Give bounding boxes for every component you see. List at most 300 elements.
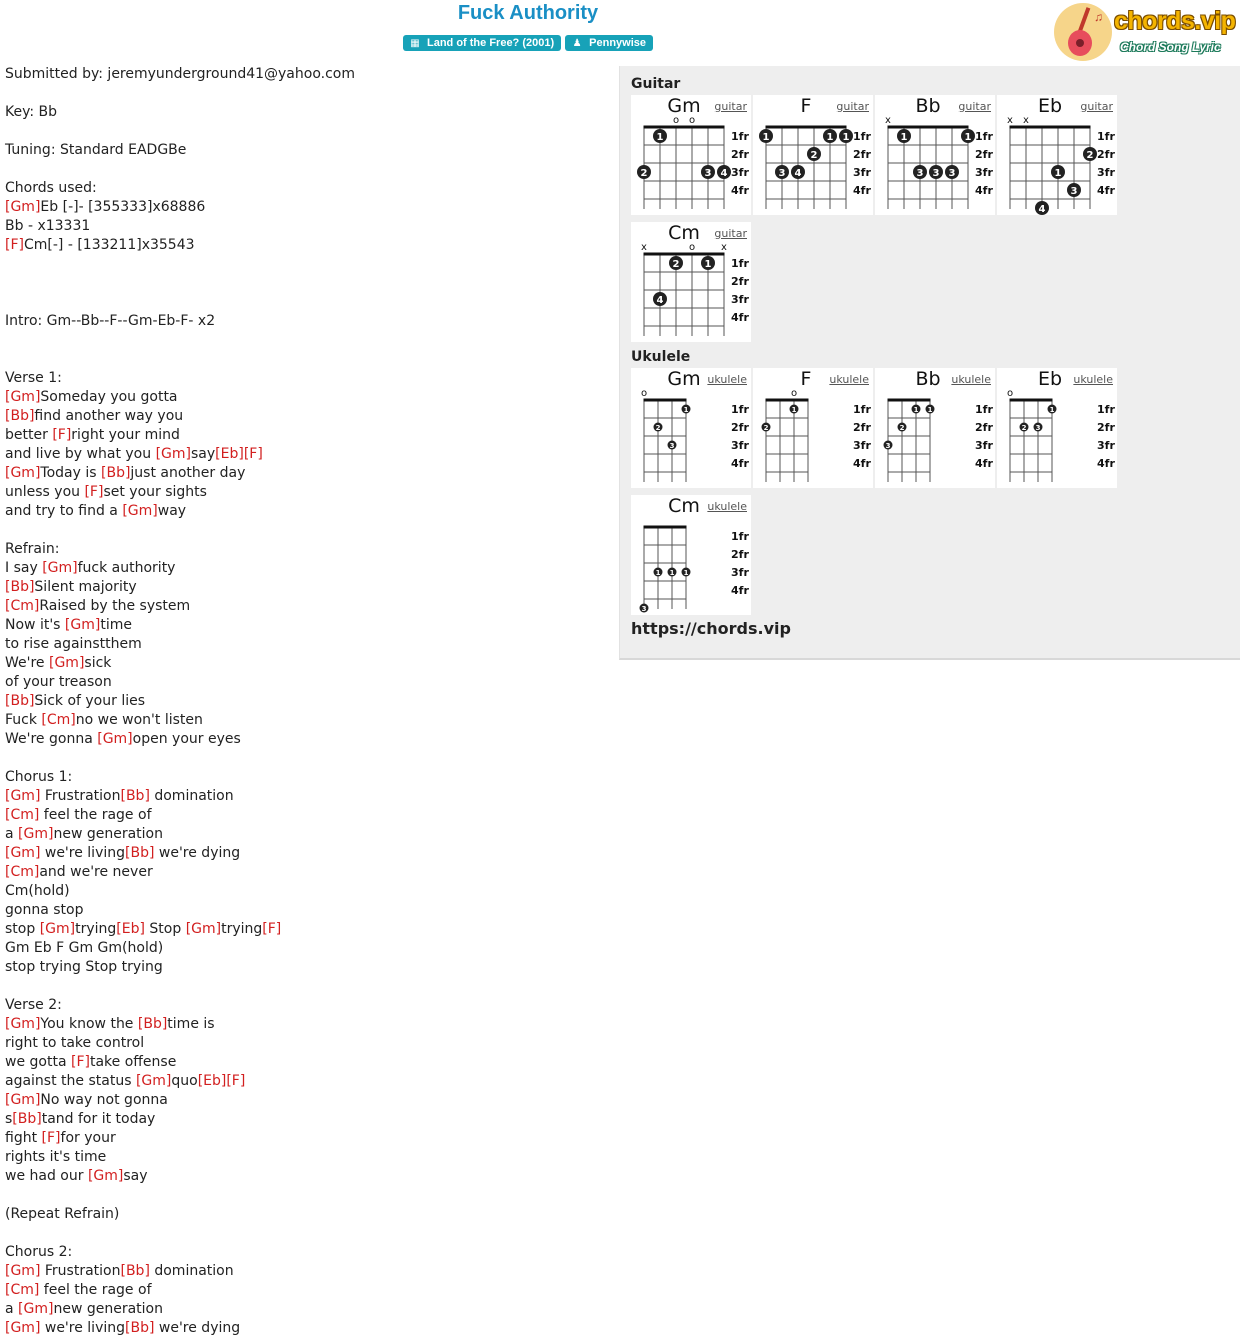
chord-link[interactable]: [Bb] — [125, 1320, 155, 1336]
instrument-link[interactable]: guitar — [714, 227, 747, 240]
fret-label: 2fr — [1097, 148, 1115, 161]
lyric-line — [5, 1110, 605, 1129]
lyric-text: Someday you gotta — [40, 389, 178, 405]
lyric-line — [5, 901, 605, 920]
lyric-text: Fuck — [5, 712, 42, 728]
lyric-text: feel the rage of — [39, 807, 152, 823]
lyric-text: domination — [149, 788, 234, 804]
finger-number: 2 — [640, 168, 648, 179]
lyric-line — [5, 464, 605, 483]
finger-number: 2 — [899, 424, 905, 432]
lyric-line — [5, 1300, 605, 1319]
finger-number: 3 — [669, 442, 675, 450]
lyric-line — [5, 654, 605, 673]
finger-number: 3 — [932, 168, 940, 179]
open-string-mark: o — [640, 388, 648, 399]
chord-link[interactable]: [F] — [262, 921, 282, 937]
chord-link[interactable]: [Gm] — [18, 826, 54, 842]
lyric-line — [5, 198, 605, 217]
lyric-line — [5, 445, 605, 464]
lyric-text: unless you — [5, 484, 85, 500]
lyric-text: we're living — [40, 1320, 126, 1336]
chord-diagram-panel — [619, 66, 1240, 660]
chord-link[interactable]: [Gm] — [87, 1168, 124, 1184]
lyric-line — [5, 274, 605, 293]
finger-number: 1 — [1049, 406, 1055, 414]
instrument-link[interactable]: guitar — [836, 100, 869, 113]
chord-link[interactable]: [Gm] — [5, 1092, 41, 1108]
album-icon: ▦ — [410, 38, 420, 49]
chord-link[interactable]: [Gm] — [5, 389, 41, 405]
lyric-text: Silent majority — [34, 579, 137, 595]
fret-label: 1fr — [731, 130, 749, 143]
finger-number: 3 — [704, 168, 712, 179]
lyric-text: we're dying — [154, 845, 241, 861]
lyric-line — [5, 1205, 605, 1224]
lyric-line — [5, 958, 605, 977]
fret-label: 1fr — [1097, 403, 1115, 416]
user-icon: ♟ — [572, 38, 582, 49]
lyric-line — [5, 977, 605, 996]
lyric-text: and we're never — [39, 864, 153, 880]
finger-number: 1 — [791, 406, 797, 414]
muted-string-mark: x — [641, 242, 647, 253]
chord-link[interactable]: [Gm] — [155, 446, 191, 462]
chord-link[interactable]: [Gm] — [97, 731, 133, 747]
chord-link[interactable]: [F] — [84, 484, 104, 500]
lyric-text: Key: Bb — [5, 104, 58, 120]
lyric-text: Frustration — [40, 788, 121, 804]
chord-diagram-ukulele-gm[interactable] — [631, 368, 751, 488]
lyric-line — [5, 331, 605, 350]
chord-name: Bb — [915, 95, 941, 117]
lyric-text: and live by what you — [5, 446, 156, 462]
lyric-text: Chorus 2: — [5, 1244, 73, 1260]
lyric-line — [5, 673, 605, 692]
chord-link[interactable]: [Gm] — [42, 560, 78, 576]
fretboard-diagram — [997, 368, 1117, 488]
finger-number: 1 — [683, 569, 689, 577]
lyric-line — [5, 1034, 605, 1053]
fret-label: 1fr — [1097, 130, 1115, 143]
chord-link[interactable]: [Gm] — [5, 1263, 41, 1279]
fretboard-diagram — [631, 495, 751, 615]
fret-label: 3fr — [1097, 166, 1115, 179]
lyric-line — [5, 1186, 605, 1205]
chord-diagram-guitar-cm[interactable] — [631, 222, 751, 342]
chord-link[interactable]: [Cm] — [5, 1282, 40, 1298]
fret-label: 3fr — [731, 439, 749, 452]
fret-label: 2fr — [853, 148, 871, 161]
fret-label: 3fr — [853, 439, 871, 452]
lyric-line — [5, 863, 605, 882]
lyric-text: Verse 1: — [5, 370, 62, 386]
finger-number: 1 — [927, 406, 933, 414]
chord-link[interactable]: [Gm] — [64, 617, 101, 633]
instrument-link[interactable]: guitar — [714, 100, 747, 113]
lyric-text: Gm Eb F Gm Gm(hold) — [5, 940, 164, 956]
lyric-line — [5, 635, 605, 654]
lyric-text: no we won't listen — [75, 712, 203, 728]
chord-name: Gm — [667, 368, 701, 390]
lyric-line — [5, 521, 605, 540]
lyric-text: way — [157, 503, 187, 519]
chord-link[interactable]: [F] — [41, 1130, 61, 1146]
lyric-text: better — [5, 427, 53, 443]
finger-number: 1 — [913, 406, 919, 414]
fret-label: 2fr — [731, 421, 749, 434]
lyric-line — [5, 103, 605, 122]
lyric-line — [5, 939, 605, 958]
chord-name: Bb — [915, 368, 941, 390]
chord-link[interactable]: [Gm] — [39, 921, 76, 937]
instrument-link[interactable]: ukulele — [951, 373, 991, 386]
finger-number: 1 — [964, 132, 972, 143]
finger-number: 3 — [916, 168, 924, 179]
lyric-text: stop trying Stop trying — [5, 959, 163, 975]
lyric-text: Cm[-] - [133211]x35543 — [23, 237, 195, 253]
instrument-link[interactable]: ukulele — [707, 373, 747, 386]
lyric-text: time is — [167, 1016, 215, 1032]
finger-number: 1 — [683, 406, 689, 414]
lyric-text: right to take control — [5, 1035, 145, 1051]
lyric-line — [5, 388, 605, 407]
fretboard-diagram — [631, 222, 751, 342]
chord-link[interactable]: [Cm] — [5, 864, 40, 880]
fret-label: 4fr — [975, 457, 993, 470]
chord-diagram-guitar-gm[interactable] — [631, 95, 751, 215]
chord-link[interactable]: [Cm] — [41, 712, 76, 728]
lyrics-body — [5, 65, 605, 1338]
lyric-line — [5, 749, 605, 768]
lyric-text: rights it's time — [5, 1149, 107, 1165]
chord-link[interactable]: [F] — [243, 446, 263, 462]
finger-number: 4 — [794, 168, 802, 179]
chord-link[interactable]: [Cm] — [5, 598, 40, 614]
lyric-text: say — [123, 1168, 148, 1184]
chord-diagram-guitar-f[interactable] — [753, 95, 873, 215]
fret-label: 4fr — [1097, 184, 1115, 197]
lyric-text: Tuning: Standard EADGBe — [5, 142, 187, 158]
lyric-text: Submitted by: jeremyunderground41@yahoo.com — [5, 66, 355, 82]
lyric-text: Chorus 1: — [5, 769, 73, 785]
lyric-text: set your sights — [103, 484, 207, 500]
open-string-mark: o — [688, 115, 696, 126]
lyric-text: Frustration — [40, 1263, 121, 1279]
chord-link[interactable]: [Gm] — [5, 1016, 41, 1032]
fret-label: 4fr — [853, 457, 871, 470]
fret-label: 3fr — [731, 293, 749, 306]
fret-label: 1fr — [853, 403, 871, 416]
fret-label: 4fr — [975, 184, 993, 197]
fretboard-diagram — [753, 95, 873, 215]
lyric-line — [5, 160, 605, 179]
lyric-text: against the status — [5, 1073, 136, 1089]
fret-label: 2fr — [853, 421, 871, 434]
lyric-line — [5, 692, 605, 711]
lyric-text: fight — [5, 1130, 42, 1146]
muted-string-mark: x — [1007, 115, 1013, 126]
finger-number: 2 — [1086, 150, 1094, 161]
lyric-text: new generation — [53, 826, 163, 842]
lyric-text: right your mind — [71, 427, 180, 443]
lyric-line — [5, 502, 605, 521]
lyric-line — [5, 1091, 605, 1110]
finger-number: 3 — [948, 168, 956, 179]
lyric-text: tand for it today — [41, 1111, 156, 1127]
lyric-text: Stop — [144, 921, 186, 937]
lyric-line — [5, 787, 605, 806]
fretboard-diagram — [631, 368, 751, 488]
lyric-text: we're living — [40, 845, 126, 861]
finger-number: 1 — [826, 132, 834, 143]
lyric-text: a — [5, 826, 19, 842]
chord-diagram-guitar-eb[interactable] — [997, 95, 1117, 215]
lyric-line — [5, 1015, 605, 1034]
lyric-line — [5, 1053, 605, 1072]
lyric-line — [5, 1243, 605, 1262]
fret-label: 3fr — [975, 166, 993, 179]
finger-number: 1 — [842, 132, 850, 143]
lyric-text: new generation — [53, 1301, 163, 1317]
instrument-link[interactable]: ukulele — [829, 373, 869, 386]
chord-diagram-ukulele-bb[interactable] — [875, 368, 995, 488]
chord-link[interactable]: [Cm] — [5, 807, 40, 823]
lyric-text: time — [100, 617, 132, 633]
chord-link[interactable]: [Eb] — [197, 1073, 227, 1089]
song-badges — [0, 35, 1056, 51]
instrument-link[interactable]: ukulele — [1073, 373, 1113, 386]
lyric-text: I say — [5, 560, 43, 576]
open-string-mark: o — [672, 115, 680, 126]
lyric-line — [5, 1262, 605, 1281]
lyric-text: sick — [84, 655, 112, 671]
instrument-link[interactable]: ukulele — [707, 500, 747, 513]
lyric-text: open your eyes — [132, 731, 241, 747]
lyric-text: Cm(hold) — [5, 883, 70, 899]
chord-link[interactable]: [Gm] — [5, 845, 41, 861]
lyric-text: just another day — [130, 465, 246, 481]
lyric-line — [5, 65, 605, 84]
album-badge[interactable] — [403, 35, 561, 51]
lyric-line — [5, 1281, 605, 1300]
fret-label: 1fr — [731, 257, 749, 270]
chord-diagram-ukulele-eb[interactable] — [997, 368, 1117, 488]
fret-label: 2fr — [1097, 421, 1115, 434]
chord-diagram-ukulele-cm[interactable] — [631, 495, 751, 615]
open-string-mark: o — [790, 388, 798, 399]
chord-link[interactable]: [F] — [52, 427, 72, 443]
fret-label: 4fr — [731, 584, 749, 597]
chord-link[interactable]: [Gm] — [5, 788, 41, 804]
chord-link[interactable]: [F] — [5, 237, 24, 253]
lyric-text: we're dying — [154, 1320, 241, 1336]
fretboard-diagram — [875, 368, 995, 488]
fret-label: 1fr — [731, 530, 749, 543]
chord-name: F — [800, 95, 812, 117]
lyric-text: say — [190, 446, 216, 462]
fretboard-diagram — [997, 95, 1117, 215]
chord-link[interactable]: [F] — [70, 1054, 90, 1070]
finger-number: 4 — [656, 295, 664, 306]
chord-link[interactable]: [Gm] — [5, 199, 41, 215]
lyric-text: of your treason — [5, 674, 112, 690]
fret-label: 1fr — [853, 130, 871, 143]
finger-number: 3 — [1070, 186, 1078, 197]
finger-number: 1 — [1054, 168, 1062, 179]
lyric-line — [5, 768, 605, 787]
chord-link[interactable]: [Gm] — [135, 1073, 172, 1089]
chord-link[interactable]: [Bb] — [5, 693, 35, 709]
fret-label: 3fr — [731, 166, 749, 179]
fret-label: 1fr — [975, 403, 993, 416]
chord-link[interactable]: [Eb] — [116, 921, 145, 937]
lyric-line — [5, 1072, 605, 1091]
fretboard-diagram — [875, 95, 995, 215]
lyric-line — [5, 407, 605, 426]
lyric-text: find another way you — [34, 408, 184, 424]
fret-label: 4fr — [731, 311, 749, 324]
lyric-line — [5, 920, 605, 939]
chord-link[interactable]: [Bb] — [120, 1263, 150, 1279]
lyric-text: and try to find a — [5, 503, 123, 519]
lyric-text: No way not gonna — [40, 1092, 168, 1108]
finger-number: 3 — [885, 442, 891, 450]
finger-number: 2 — [763, 424, 769, 432]
lyric-text: domination — [149, 1263, 234, 1279]
logo-brand: chords.vip — [1114, 7, 1236, 35]
lyric-text: Eb [-]- [355333]x68886 — [40, 199, 206, 215]
lyric-text: Sick of your lies — [34, 693, 146, 709]
chord-link[interactable]: [Eb] — [215, 446, 244, 462]
chord-link[interactable]: [Bb] — [5, 408, 35, 424]
lyric-line — [5, 179, 605, 198]
chord-diagram-guitar-bb[interactable] — [875, 95, 995, 215]
lyric-line — [5, 1319, 605, 1338]
finger-number: 2 — [810, 150, 818, 161]
fret-label: 3fr — [975, 439, 993, 452]
fret-label: 2fr — [731, 548, 749, 561]
lyric-text: Chords used: — [5, 180, 97, 196]
chord-link[interactable]: [Bb] — [137, 1016, 168, 1032]
finger-number: 1 — [669, 569, 675, 577]
lyric-text: fuck authority — [77, 560, 176, 576]
chord-link[interactable]: [F] — [226, 1073, 246, 1089]
lyric-line — [5, 825, 605, 844]
lyric-text: we had our — [5, 1168, 88, 1184]
chord-name: Eb — [1037, 95, 1063, 117]
lyric-text: stop — [5, 921, 40, 937]
chord-link[interactable]: [Gm] — [185, 921, 222, 937]
lyric-text: (Repeat Refrain) — [5, 1206, 120, 1222]
lyric-text: We're — [5, 655, 49, 671]
fret-label: 2fr — [731, 148, 749, 161]
muted-string-mark: x — [885, 115, 891, 126]
fret-label: 3fr — [853, 166, 871, 179]
lyric-line — [5, 1129, 605, 1148]
lyric-line — [5, 597, 605, 616]
muted-string-mark: x — [1023, 115, 1029, 126]
lyric-text: feel the rage of — [39, 1282, 152, 1298]
lyric-line — [5, 1148, 605, 1167]
lyric-line — [5, 711, 605, 730]
instrument-link[interactable]: guitar — [958, 100, 991, 113]
chord-name: Eb — [1037, 368, 1063, 390]
lyric-text: You know the — [40, 1016, 138, 1032]
lyric-text: Raised by the system — [39, 598, 191, 614]
lyric-text: we gotta — [5, 1054, 71, 1070]
lyric-line — [5, 217, 605, 236]
finger-number: 1 — [655, 569, 661, 577]
lyric-line — [5, 1167, 605, 1186]
lyric-line — [5, 730, 605, 749]
chord-link[interactable]: [Gm] — [5, 465, 41, 481]
finger-number: 1 — [900, 132, 908, 143]
lyric-line — [5, 236, 605, 255]
chord-link[interactable]: [Bb] — [120, 788, 150, 804]
fret-label: 4fr — [1097, 457, 1115, 470]
finger-number: 3 — [778, 168, 786, 179]
fret-label: 2fr — [731, 275, 749, 288]
album-badge-label: Land of the Free? (2001) — [427, 37, 555, 49]
fret-label: 3fr — [1097, 439, 1115, 452]
lyric-line — [5, 84, 605, 103]
ukulele-section-title: Ukulele — [631, 349, 691, 365]
finger-number: 1 — [762, 132, 770, 143]
open-string-mark: o — [1006, 388, 1014, 399]
finger-number: 4 — [720, 168, 728, 179]
svg-text:♫: ♫ — [1094, 10, 1103, 24]
chord-link[interactable]: [Bb] — [12, 1111, 42, 1127]
chord-link[interactable]: [Gm] — [49, 655, 85, 671]
chord-link[interactable]: [Gm] — [122, 503, 158, 519]
lyric-text: to rise againstthem — [5, 636, 142, 652]
lyric-line — [5, 293, 605, 312]
site-logo[interactable] — [1054, 3, 1238, 61]
finger-number: 4 — [1038, 204, 1046, 215]
lyric-text: Now it's — [5, 617, 65, 633]
fretboard-diagram — [753, 368, 873, 488]
chord-link[interactable]: [Bb] — [101, 465, 131, 481]
instrument-link[interactable]: guitar — [1080, 100, 1113, 113]
lyric-text: Intro: Gm--Bb--F--Gm-Eb-F- x2 — [5, 313, 216, 329]
open-string-mark: o — [688, 242, 696, 253]
lyric-text: quo — [171, 1073, 198, 1089]
lyric-line — [5, 426, 605, 445]
lyric-text: Bb - x13331 — [5, 218, 91, 234]
guitar-section-title: Guitar — [631, 76, 681, 92]
chord-link[interactable]: [Gm] — [5, 1320, 41, 1336]
chord-link[interactable]: [Bb] — [5, 579, 35, 595]
fret-label: 1fr — [975, 130, 993, 143]
lyric-text: gonna stop — [5, 902, 84, 918]
site-url[interactable]: https://chords.vip — [631, 619, 791, 638]
lyric-line — [5, 578, 605, 597]
fretboard-diagram — [631, 95, 751, 215]
song-title: Fuck Authority — [457, 2, 599, 24]
muted-string-mark: x — [721, 242, 727, 253]
lyric-line — [5, 996, 605, 1015]
lyric-line — [5, 616, 605, 635]
lyric-line — [5, 350, 605, 369]
chord-name: F — [800, 368, 812, 390]
chord-link[interactable]: [Bb] — [125, 845, 155, 861]
lyric-line — [5, 255, 605, 274]
chord-link[interactable]: [Gm] — [18, 1301, 54, 1317]
chord-diagram-ukulele-f[interactable] — [753, 368, 873, 488]
artist-badge[interactable] — [565, 35, 653, 51]
lyric-line — [5, 882, 605, 901]
